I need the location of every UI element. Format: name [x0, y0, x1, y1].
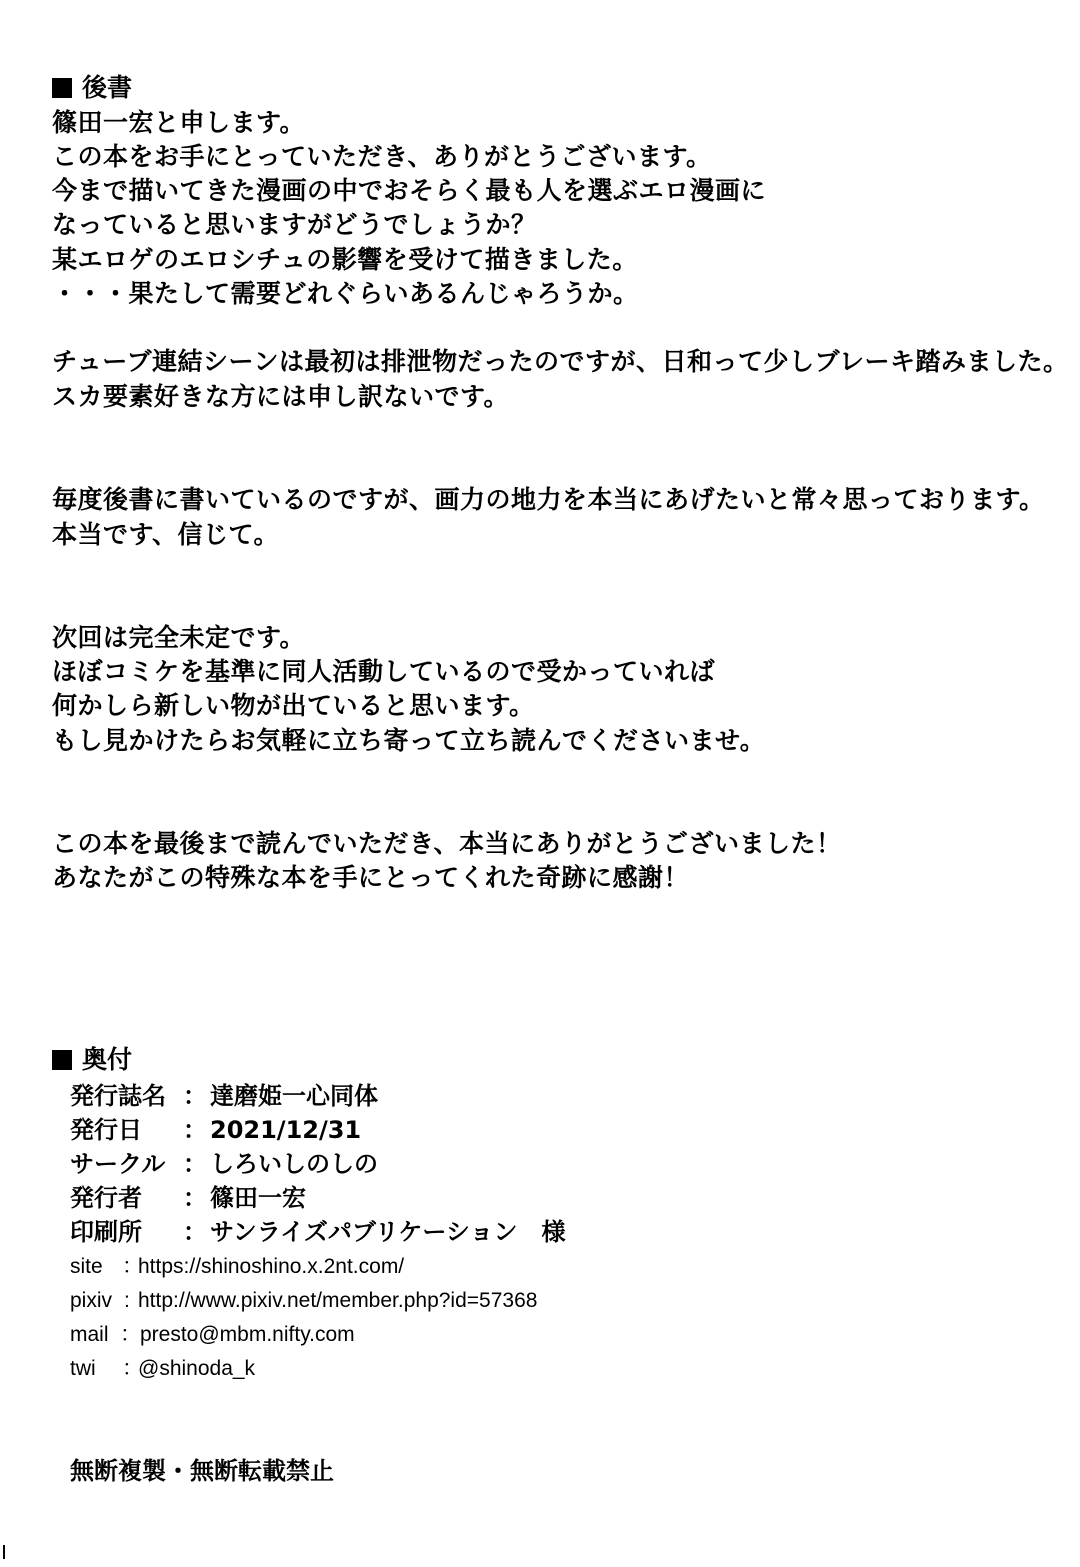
colophon-value: しろいしのしの [210, 1150, 378, 1178]
link-separator: ： [122, 1255, 143, 1278]
colophon-link-twi [70, 1352, 255, 1386]
colophon-separator: ： [183, 1082, 207, 1110]
colophon-row-title [70, 1079, 378, 1113]
colophon-key: 発行日 [70, 1116, 142, 1144]
link-key: mail [70, 1323, 109, 1346]
afterword-line: あなたがこの特殊な本を手にとってくれた奇跡に感謝！ [52, 863, 690, 892]
colophon-separator: ： [183, 1218, 207, 1246]
colophon-value: 篠田一宏 [210, 1184, 306, 1212]
afterword-line: 篠田一宏と申します。 [52, 108, 306, 137]
afterword-line: 本当です、信じて。 [52, 520, 280, 549]
colophon-key: 発行誌名 [70, 1082, 166, 1110]
square-bullet-icon [52, 1050, 72, 1070]
colophon-value: サンライズパブリケーション 様 [210, 1218, 566, 1246]
copyright-notice: 無断複製・無断転載禁止 [70, 1457, 334, 1485]
pixiv-link[interactable]: http://www.pixiv.net/member.php?id=57368 [138, 1289, 538, 1312]
afterword-line: この本をお手にとっていただき、ありがとうございます。 [52, 142, 712, 171]
site-link[interactable]: https://shinoshino.x.2nt.com/ [138, 1255, 405, 1278]
afterword-line: チューブ連結シーンは最初は排泄物だったのですが、日和って少しブレーキ踏みました。 [52, 347, 1069, 376]
afterword-line: 何かしら新しい物が出ていると思います。 [52, 691, 535, 720]
colophon-separator: ： [183, 1184, 207, 1212]
afterword-line: ・・・果たして需要どれぐらいあるんじゃろうか。 [52, 279, 639, 308]
afterword-heading-text: 後書 [82, 73, 133, 102]
colophon-heading-text: 奥付 [82, 1045, 133, 1074]
twitter-handle[interactable]: @shinoda_k [138, 1357, 256, 1380]
colophon-value: 達磨姫一心同体 [210, 1082, 378, 1110]
square-bullet-icon [52, 78, 72, 98]
afterword-line: 次回は完全未定です。 [52, 623, 306, 652]
colophon-key: 発行者 [70, 1184, 142, 1212]
mail-link[interactable]: presto@mbm.nifty.com [140, 1323, 355, 1346]
afterword-heading [52, 71, 132, 105]
afterword-line: なっていると思いますがどうでしょうか？ [52, 210, 537, 239]
link-separator: : [124, 1289, 130, 1312]
colophon-link-pixiv [70, 1284, 537, 1318]
colophon-link-site [70, 1250, 404, 1284]
colophon-separator: ： [183, 1150, 207, 1178]
colophon-link-mail [70, 1318, 355, 1352]
afterword-line: この本を最後まで読んでいただき、本当にありがとうございました！ [52, 829, 842, 858]
link-key: twi [70, 1357, 96, 1380]
link-separator: ： [120, 1323, 141, 1346]
afterword-line: もし見かけたらお気軽に立ち寄って立ち読んでくださいませ。 [52, 726, 766, 755]
colophon-separator: ： [183, 1116, 207, 1144]
link-separator: ： [122, 1357, 143, 1380]
afterword-line: ほぼコミケを基準に同人活動しているので受かっていれば [52, 657, 716, 686]
afterword-line: 某エロゲのエロシチュの影響を受けて描きました。 [52, 245, 638, 274]
afterword-line: スカ要素好きな方には申し訳ないです。 [52, 382, 510, 411]
afterword-line: 今まで描いてきた漫画の中でおそらく最も人を選ぶエロ漫画に [52, 176, 767, 205]
colophon-key: サークル [70, 1150, 166, 1178]
link-key: pixiv [70, 1289, 113, 1312]
colophon-value: 2021/12/31 [210, 1116, 362, 1144]
afterword-line: 毎度後書に書いているのですが、画力の地力を本当にあげたいと常々思っております。 [52, 485, 1045, 514]
colophon-key: 印刷所 [70, 1218, 142, 1246]
scan-mark [3, 1545, 5, 1559]
colophon-heading [52, 1043, 132, 1077]
colophon-row-circle [70, 1147, 378, 1181]
link-key: site [70, 1255, 103, 1278]
colophon-row-publisher [70, 1181, 306, 1215]
colophon-row-printer [70, 1215, 565, 1249]
colophon-row-date [70, 1113, 361, 1147]
